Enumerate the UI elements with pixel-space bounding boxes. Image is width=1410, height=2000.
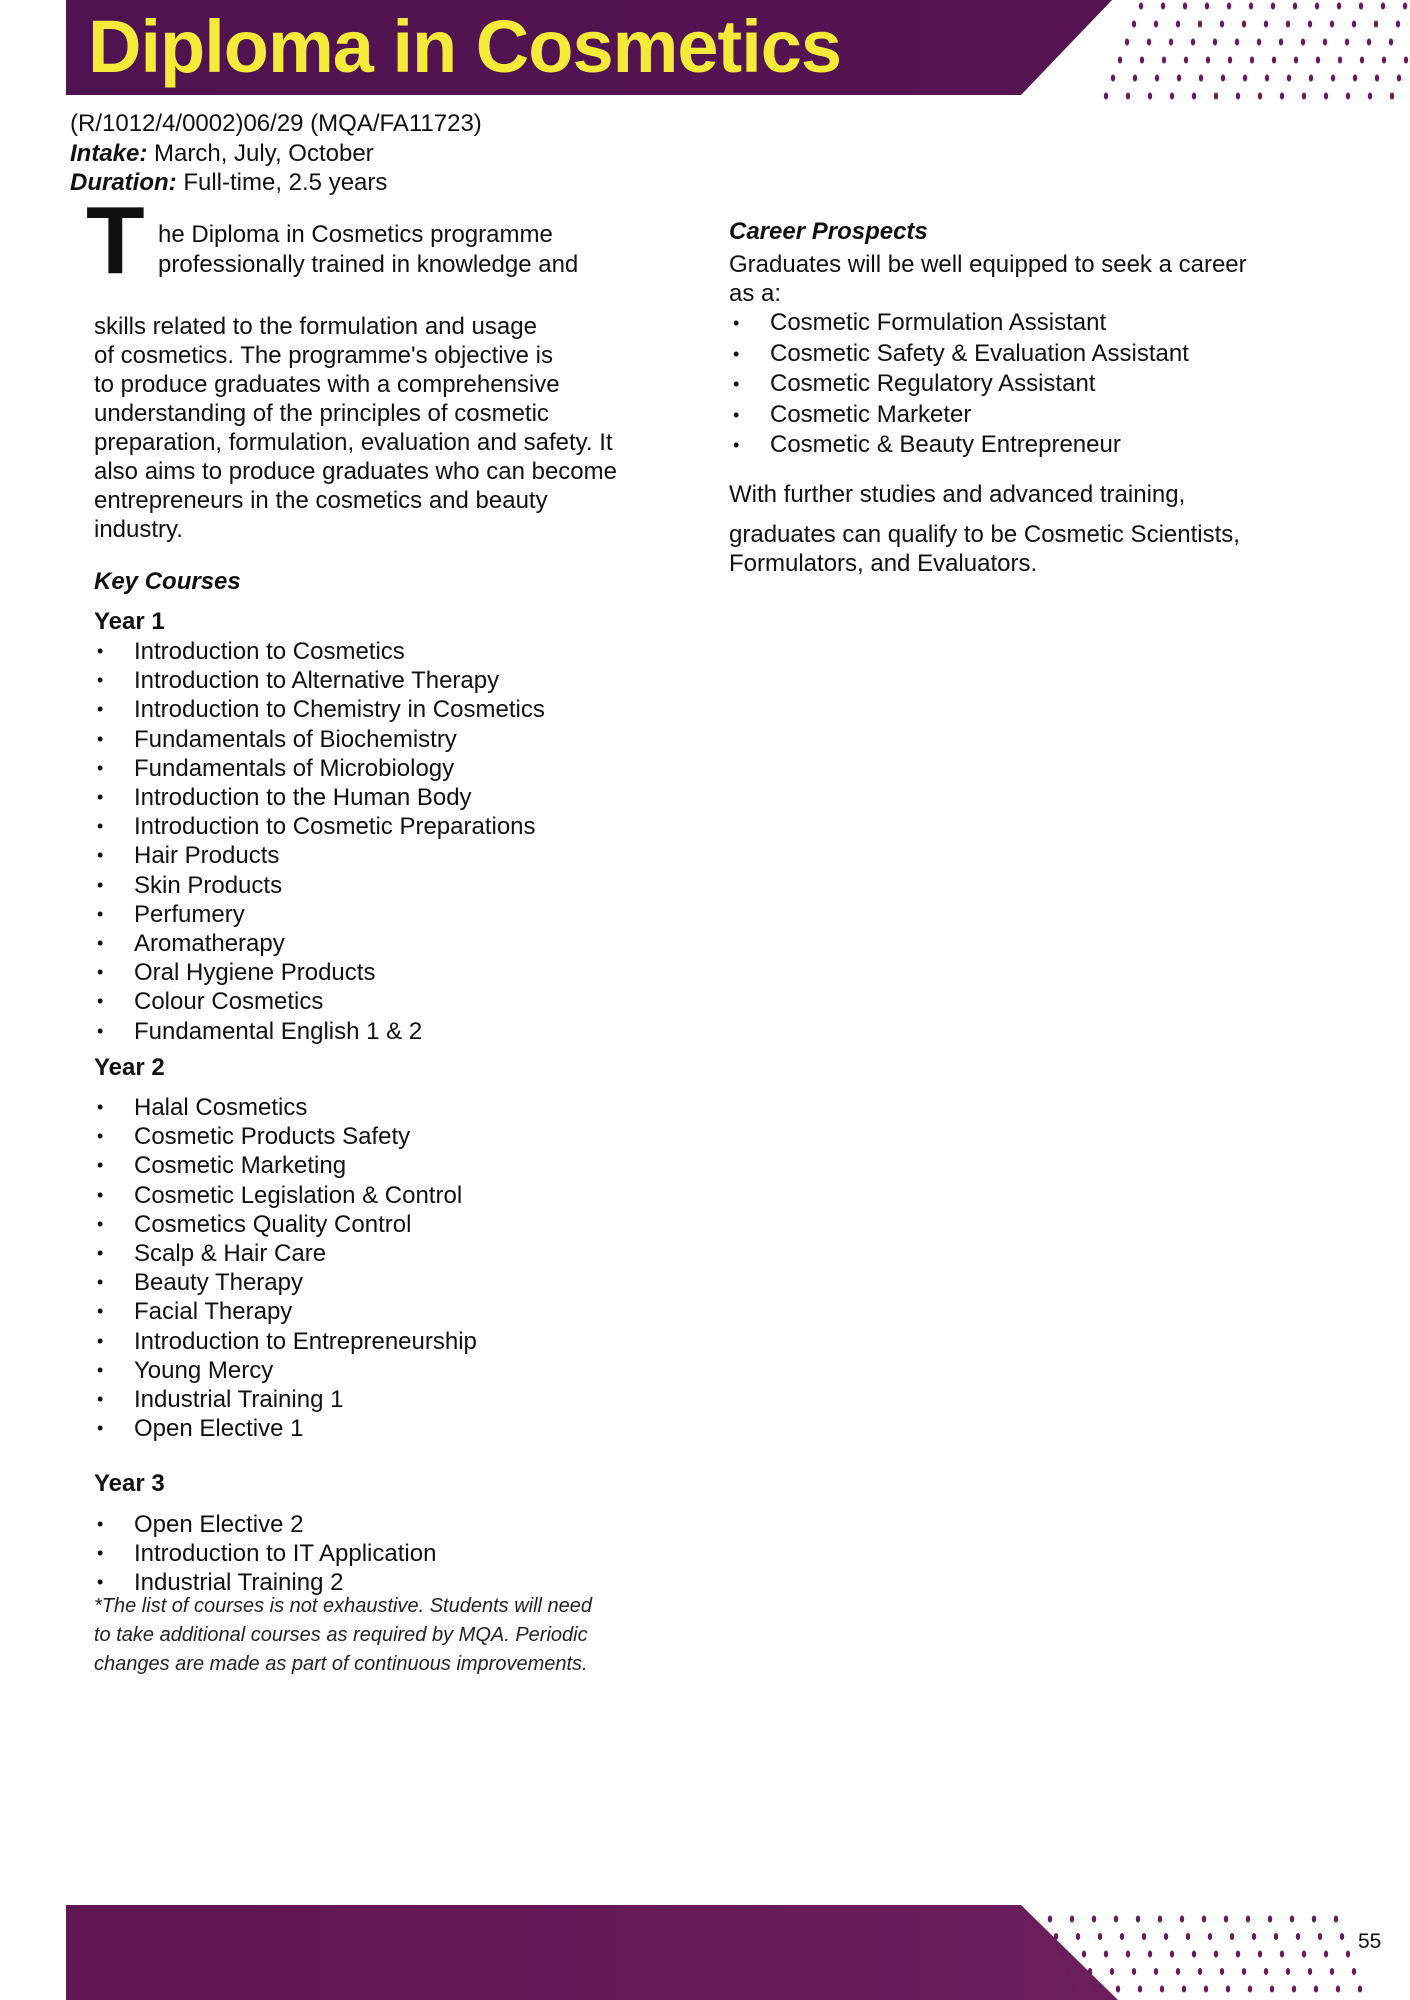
dot (1258, 93, 1262, 100)
dot (1252, 1933, 1256, 1940)
dot (1164, 1933, 1168, 1940)
dot (1294, 57, 1298, 64)
dot (1308, 1968, 1312, 1975)
course-item: • Cosmetic Marketing (97, 1151, 477, 1180)
page-title: Diploma in Cosmetics (88, 5, 842, 88)
dot (1309, 75, 1313, 82)
dot (1292, 1986, 1296, 1993)
dot (1192, 93, 1196, 100)
dot (1054, 1933, 1058, 1940)
dot (1111, 75, 1115, 82)
dot (1316, 57, 1320, 64)
course-item: • Cosmetics Quality Control (97, 1210, 477, 1239)
intro-line-2: professionally trained in knowledge and (158, 251, 579, 278)
dot (1296, 1933, 1300, 1940)
drop-cap: T (86, 187, 145, 294)
dot (1358, 1986, 1362, 1993)
course-item: • Open Elective 1 (97, 1414, 477, 1443)
dot (1230, 1933, 1234, 1940)
course-item: • Beauty Therapy (97, 1268, 477, 1297)
dot (1170, 93, 1174, 100)
dot (1268, 1916, 1272, 1923)
career-item: • Cosmetic Regulatory Assistant (733, 369, 1189, 400)
dot (1060, 1951, 1064, 1958)
intro-paragraph (94, 312, 617, 544)
dot (1220, 1968, 1224, 1975)
career-intro (729, 250, 1247, 308)
dot (1396, 21, 1400, 28)
intro-line: of cosmetics. The programme's objective is (94, 342, 553, 369)
dot (1360, 57, 1364, 64)
dot (1336, 1986, 1340, 1993)
dot (1338, 57, 1342, 64)
dot (1302, 93, 1306, 100)
dot (1155, 75, 1159, 82)
dot (1286, 1968, 1290, 1975)
dot (1331, 75, 1335, 82)
footnote-line: to take additional courses as required by MQA. Periodic (94, 1624, 588, 1646)
dot (1170, 1951, 1174, 1958)
career-list (733, 308, 1189, 461)
career-heading: Career Prospects (729, 218, 928, 245)
dot (1214, 93, 1218, 100)
career-intro-line: as a: (729, 280, 782, 307)
course-item: • Introduction to Alternative Therapy (97, 666, 545, 695)
dot (1258, 1951, 1262, 1958)
dot (1352, 21, 1356, 28)
dot (1235, 39, 1239, 46)
dot (1147, 39, 1151, 46)
decorative-dots-bottom (1000, 1905, 1410, 2000)
further-studies-text (729, 520, 1240, 578)
career-item: • Cosmetic & Beauty Entrepreneur (733, 430, 1189, 461)
dot (1116, 1986, 1120, 1993)
dot (1374, 21, 1378, 28)
year3-course-list (97, 1510, 436, 1598)
dot (1192, 1951, 1196, 1958)
dot (1169, 39, 1173, 46)
dot (1340, 1933, 1344, 1940)
career-item: • Cosmetic Formulation Assistant (733, 308, 1189, 339)
course-item: • Introduction to the Human Body (97, 783, 545, 812)
dot (1274, 1933, 1278, 1940)
further-studies-line: With further studies and advanced training, (729, 481, 1186, 508)
dot (1154, 1968, 1158, 1975)
intake-value: March, July, October (154, 140, 374, 167)
dot (1132, 21, 1136, 28)
course-item: • Cosmetic Products Safety (97, 1122, 477, 1151)
dot (1154, 21, 1158, 28)
dot (1176, 21, 1180, 28)
dot (1308, 21, 1312, 28)
intake-line (70, 139, 374, 169)
career-intro-line: Graduates will be well equipped to seek a career (729, 251, 1247, 278)
course-item: • Cosmetic Legislation & Control (97, 1181, 477, 1210)
dot (1148, 93, 1152, 100)
dot (1220, 21, 1224, 28)
dot (1271, 3, 1275, 10)
dot (1272, 57, 1276, 64)
dot (1279, 39, 1283, 46)
course-item: • Halal Cosmetics (97, 1093, 477, 1122)
dot (1346, 93, 1350, 100)
dot (1118, 57, 1122, 64)
intro-line: understanding of the principles of cosmetic (94, 400, 549, 427)
dot (1204, 1986, 1208, 1993)
course-item: • Hair Products (97, 841, 545, 870)
dot (1183, 3, 1187, 10)
intro-line-1: he Diploma in Cosmetics programme (158, 221, 553, 248)
dot (1221, 75, 1225, 82)
footnote-line: *The list of courses is not exhaustive. Students will need (94, 1595, 593, 1617)
dot (1126, 1951, 1130, 1958)
course-item: • Oral Hygiene Products (97, 958, 545, 987)
dot (1286, 21, 1290, 28)
dot (1191, 39, 1195, 46)
career-item: • Cosmetic Safety & Evaluation Assistant (733, 339, 1189, 370)
course-item: • Aromatherapy (97, 929, 545, 958)
dot (1404, 57, 1408, 64)
dot (1257, 39, 1261, 46)
dot (1205, 3, 1209, 10)
dot (1270, 1986, 1274, 1993)
course-item: • Scalp & Hair Care (97, 1239, 477, 1268)
footer-banner (66, 1905, 1126, 2000)
dot (1182, 1986, 1186, 1993)
dot (1315, 3, 1319, 10)
programme-code: (R/1012/4/0002)06/29 (MQA/FA11723) (70, 110, 482, 137)
year1-course-list (97, 637, 545, 1046)
intro-line: to produce graduates with a comprehensive (94, 371, 560, 398)
dot (1246, 1916, 1250, 1923)
dot (1330, 21, 1334, 28)
course-item: • Fundamental English 1 & 2 (97, 1017, 545, 1046)
dot (1390, 93, 1394, 100)
dot (1132, 1968, 1136, 1975)
dot (1389, 39, 1393, 46)
dot (1198, 1968, 1202, 1975)
dot (1324, 1951, 1328, 1958)
dot (1302, 1951, 1306, 1958)
dot (1072, 1986, 1076, 1993)
dot (1214, 1951, 1218, 1958)
dot (1375, 75, 1379, 82)
dot (1337, 3, 1341, 10)
dot (1162, 57, 1166, 64)
dot (1114, 1916, 1118, 1923)
dot (1236, 93, 1240, 100)
dot (1066, 1968, 1070, 1975)
dot (1312, 1916, 1316, 1923)
dot (1126, 93, 1130, 100)
dot (1125, 39, 1129, 46)
dot (1139, 3, 1143, 10)
dot (1397, 75, 1401, 82)
intro-line: preparation, formulation, evaluation and safety. It (94, 429, 613, 456)
dot (1334, 1916, 1338, 1923)
page-number: 55 (1358, 1930, 1382, 1953)
footnote-line: changes are made as part of continuous improvements. (94, 1653, 588, 1675)
dot (1248, 1986, 1252, 1993)
dot (1367, 39, 1371, 46)
dot (1226, 1986, 1230, 1993)
dot (1293, 3, 1297, 10)
course-item: • Colour Cosmetics (97, 987, 545, 1016)
dot (1236, 1951, 1240, 1958)
intro-line: skills related to the formulation and usage (94, 313, 537, 340)
dot (1264, 1968, 1268, 1975)
course-item: • Introduction to Cosmetics (97, 637, 545, 666)
dot (1359, 3, 1363, 10)
dot (1158, 1916, 1162, 1923)
course-item: • Industrial Training 2 (97, 1568, 436, 1597)
dot (1208, 1933, 1212, 1940)
course-item: • Fundamentals of Microbiology (97, 754, 545, 783)
dot (1318, 1933, 1322, 1940)
dot (1250, 57, 1254, 64)
dot (1148, 1951, 1152, 1958)
duration-value: Full-time, 2.5 years (183, 169, 388, 196)
dot (1070, 1916, 1074, 1923)
course-item: • Open Elective 2 (97, 1510, 436, 1539)
dot (1136, 1916, 1140, 1923)
dot (1243, 75, 1247, 82)
dot (1186, 1933, 1190, 1940)
career-item: • Cosmetic Marketer (733, 400, 1189, 431)
intro-line: also aims to produce graduates who can become (94, 458, 617, 485)
duration-label: Duration: (70, 169, 177, 196)
dot (1076, 1933, 1080, 1940)
dot (1381, 3, 1385, 10)
dot (1133, 75, 1137, 82)
decorative-dots-top (1000, 0, 1410, 100)
dot (1353, 75, 1357, 82)
dot (1160, 1986, 1164, 1993)
intro-line: entrepreneurs in the cosmetics and beauty (94, 487, 548, 514)
dot (1280, 93, 1284, 100)
year2-course-list (97, 1093, 477, 1443)
dot (1301, 39, 1305, 46)
dot (1199, 75, 1203, 82)
courses-footnote (94, 1592, 592, 1679)
dot (1110, 1968, 1114, 1975)
dot (1202, 1916, 1206, 1923)
dot (1092, 1916, 1096, 1923)
dot (1403, 3, 1407, 10)
dot (1382, 57, 1386, 64)
intake-label: Intake: (70, 140, 148, 167)
course-item: • Facial Therapy (97, 1297, 477, 1326)
course-item: • Perfumery (97, 900, 545, 929)
dot (1198, 21, 1202, 28)
course-item: • Introduction to Chemistry in Cosmetics (97, 695, 545, 724)
dot (1345, 39, 1349, 46)
dot (1324, 93, 1328, 100)
dot (1280, 1951, 1284, 1958)
dot (1094, 1986, 1098, 1993)
dot (1104, 1951, 1108, 1958)
course-item: • Introduction to Cosmetic Preparations (97, 812, 545, 841)
course-item: • Young Mercy (97, 1356, 477, 1385)
intro-line: industry. (94, 516, 183, 543)
dot (1242, 21, 1246, 28)
dot (1098, 1933, 1102, 1940)
dot (1314, 1986, 1318, 1993)
course-item: • Fundamentals of Biochemistry (97, 725, 545, 754)
dot (1206, 57, 1210, 64)
dot (1264, 21, 1268, 28)
further-studies-line: graduates can qualify to be Cosmetic Scientists, (729, 521, 1240, 548)
year2-heading: Year 2 (94, 1054, 165, 1081)
dot (1224, 1916, 1228, 1923)
further-studies-line: Formulators, and Evaluators. (729, 550, 1038, 577)
dot (1142, 1933, 1146, 1940)
dot (1176, 1968, 1180, 1975)
course-item: • Skin Products (97, 871, 545, 900)
dot (1161, 3, 1165, 10)
dot (1138, 1986, 1142, 1993)
key-courses-heading: Key Courses (94, 568, 241, 595)
course-item: • Introduction to IT Application (97, 1539, 436, 1568)
dot (1228, 57, 1232, 64)
dot (1330, 1968, 1334, 1975)
dot (1120, 1933, 1124, 1940)
dot (1213, 39, 1217, 46)
dot (1242, 1968, 1246, 1975)
dot (1249, 3, 1253, 10)
dot (1290, 1916, 1294, 1923)
dot (1140, 57, 1144, 64)
dot (1082, 1951, 1086, 1958)
year3-heading: Year 3 (94, 1470, 165, 1497)
dot (1177, 75, 1181, 82)
dot (1227, 3, 1231, 10)
dot (1265, 75, 1269, 82)
course-item: • Introduction to Entrepreneurship (97, 1327, 477, 1356)
dot (1346, 1951, 1350, 1958)
dot (1048, 1916, 1052, 1923)
year1-heading: Year 1 (94, 608, 165, 635)
dot (1287, 75, 1291, 82)
dot (1323, 39, 1327, 46)
dot (1352, 1968, 1356, 1975)
dot (1368, 93, 1372, 100)
dot (1184, 57, 1188, 64)
course-item: • Industrial Training 1 (97, 1385, 477, 1414)
dot (1104, 93, 1108, 100)
dot (1180, 1916, 1184, 1923)
dot (1088, 1968, 1092, 1975)
